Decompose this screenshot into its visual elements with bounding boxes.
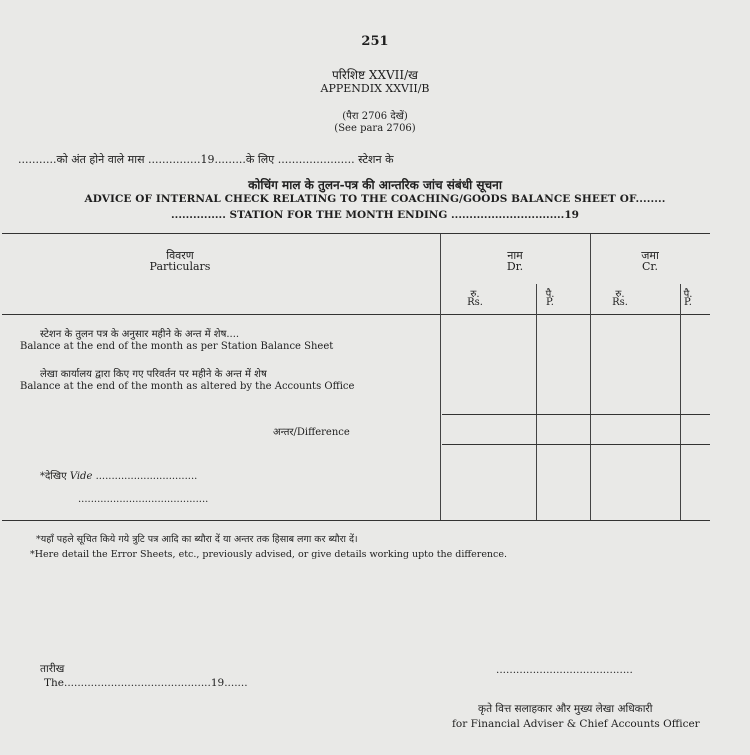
signature-english: for Financial Adviser & Chief Accounts Officer — [452, 718, 700, 730]
footnote-hindi: *यहाँ पहले सूचित किये गये त्रुटि पत्र आदि का ब्यौरा दें या अन्तर तक हिसाब लगा कर ब्यौरा दें। — [36, 534, 358, 545]
page-number: 251 — [361, 34, 389, 49]
dr-p-hindi: पै. — [545, 289, 555, 300]
dr-header-hindi: नाम — [507, 249, 523, 262]
row2-label-english: Balance at the end of the month as altered by the Accounts Office — [20, 381, 355, 392]
table-bottom-rule — [2, 520, 710, 521]
dr-p-english: P. — [546, 297, 554, 308]
dr-rs-hindi: रु. — [470, 289, 480, 300]
table-top-rule — [2, 233, 710, 234]
difference-label: अन्तर/Difference — [273, 427, 350, 438]
cr-header-hindi: जमा — [641, 249, 659, 262]
vide-line — [40, 468, 197, 482]
title-english-line2: ............... STATION FOR THE MONTH ENDING ...............................19 — [171, 209, 579, 221]
appendix-hindi: परिशिष्ट XXVII/ख — [331, 68, 418, 82]
col-divider-particulars — [440, 234, 441, 520]
col-divider-cr-p — [680, 284, 681, 520]
cr-p-english: P. — [684, 297, 692, 308]
table-header-rule — [2, 314, 710, 315]
row1-label-english: Balance at the end of the month as per Station Balance Sheet — [20, 341, 334, 352]
row1-label-hindi: स्टेशन के तुलन पत्र के अनुसार महीने के अन्त में शेष.... — [40, 329, 240, 340]
cr-p-hindi: पै. — [683, 289, 693, 300]
footnote-english: *Here detail the Error Sheets, etc., previously advised, or give details working upto the difference. — [30, 549, 508, 560]
appendix-english: APPENDIX XXVII/B — [320, 82, 430, 95]
see-para-hindi: (पैरा 2706 देखें) — [342, 111, 408, 122]
signature-dots: ......................................... — [496, 664, 633, 676]
title-hindi-fill-line: ...........को अंत होने वाले मास ...............19.........के लिए ...................... स्टेशन के — [18, 153, 394, 166]
vide-prefix: *देखिए — [40, 471, 67, 482]
date-label-hindi: तारीख — [40, 663, 65, 675]
title-english-line1: ADVICE OF INTERNAL CHECK RELATING TO THE COACHING/GOODS BALANCE SHEET OF........ — [84, 193, 666, 205]
col-divider-dr-p — [536, 284, 537, 520]
cr-header-english: Cr. — [642, 260, 658, 273]
dr-rs-english: Rs. — [467, 297, 483, 308]
vide-label: Vide — [69, 471, 93, 482]
cr-rs-hindi: रु. — [615, 289, 625, 300]
dr-header-english: Dr. — [506, 260, 524, 273]
particulars-header-hindi: विवरण — [166, 249, 194, 262]
particulars-header-english: Particulars — [149, 260, 211, 273]
row2-label-hindi: लेखा कार्यालय द्वारा किए गए परिवर्तन पर महीने के अन्त में शेष — [40, 369, 267, 380]
title-hindi: कोचिंग माल के तुलन-पत्र की आन्तरिक जांच संबंधी सूचना — [248, 178, 502, 192]
cr-rs-english: Rs. — [612, 297, 628, 308]
date-line: The............................................19....... — [44, 677, 248, 689]
signature-hindi: कृते वित्त सलाहकार और मुख्य लेखा अधिकारी — [478, 703, 653, 715]
difference-rule-bottom — [442, 444, 710, 445]
vide-dots: ................................ — [95, 471, 198, 482]
see-para-english: (See para 2706) — [334, 123, 416, 134]
difference-rule-top — [442, 414, 710, 415]
vide-dots-line2: ......................................... — [78, 494, 209, 505]
col-divider-dr-cr — [590, 234, 591, 520]
